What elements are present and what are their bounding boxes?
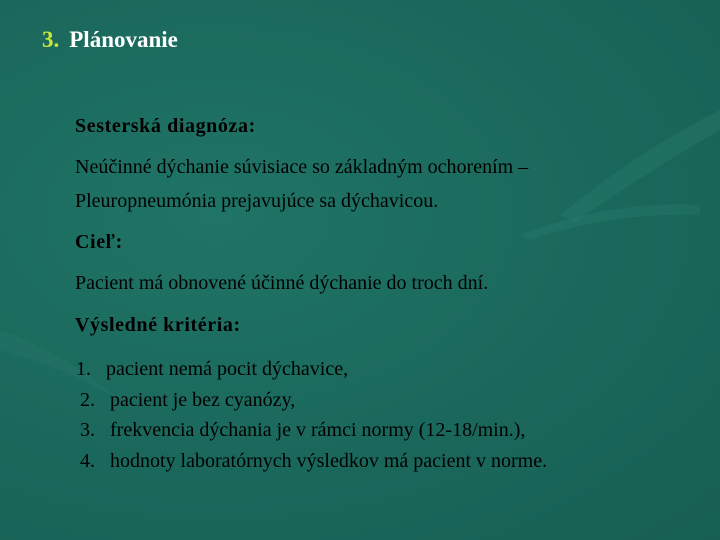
list-item-number: 2.: [80, 388, 95, 411]
list-item-text: frekvencia dýchania je v rámci normy (12-18/min.),: [110, 419, 526, 441]
list-item-text: pacient nemá pocit dýchavice,: [106, 358, 349, 380]
diagnosis-text-line-2: Pleuropneumónia prejavujúce sa dýchavicou.: [75, 190, 439, 212]
goal-label: Cieľ:: [75, 231, 123, 253]
list-item: [76, 354, 547, 385]
goal-text: Pacient má obnovené účinné dýchanie do troch dní.: [75, 272, 489, 294]
list-item-number: 4.: [80, 449, 95, 472]
list-item: [76, 385, 547, 416]
slide-heading: [42, 26, 178, 54]
list-item-number: 3.: [80, 419, 95, 441]
diagnosis-label: Sesterská diagnóza:: [75, 115, 256, 137]
list-item-text: pacient je bez cyanózy,: [110, 388, 296, 411]
diagnosis-text-line-1: Neúčinné dýchanie súvisiace so základným ochorením –: [75, 156, 529, 178]
criteria-label: Výsledné kritéria:: [75, 314, 241, 336]
list-item-number: 1.: [76, 358, 91, 380]
heading-number: 3.: [42, 27, 60, 52]
list-item-text: hodnoty laboratórnych výsledkov má pacient v norme.: [110, 449, 548, 472]
list-item: [76, 415, 547, 446]
heading-title: Plánovanie: [69, 27, 178, 52]
list-item: [76, 446, 547, 477]
criteria-list: [76, 354, 547, 476]
